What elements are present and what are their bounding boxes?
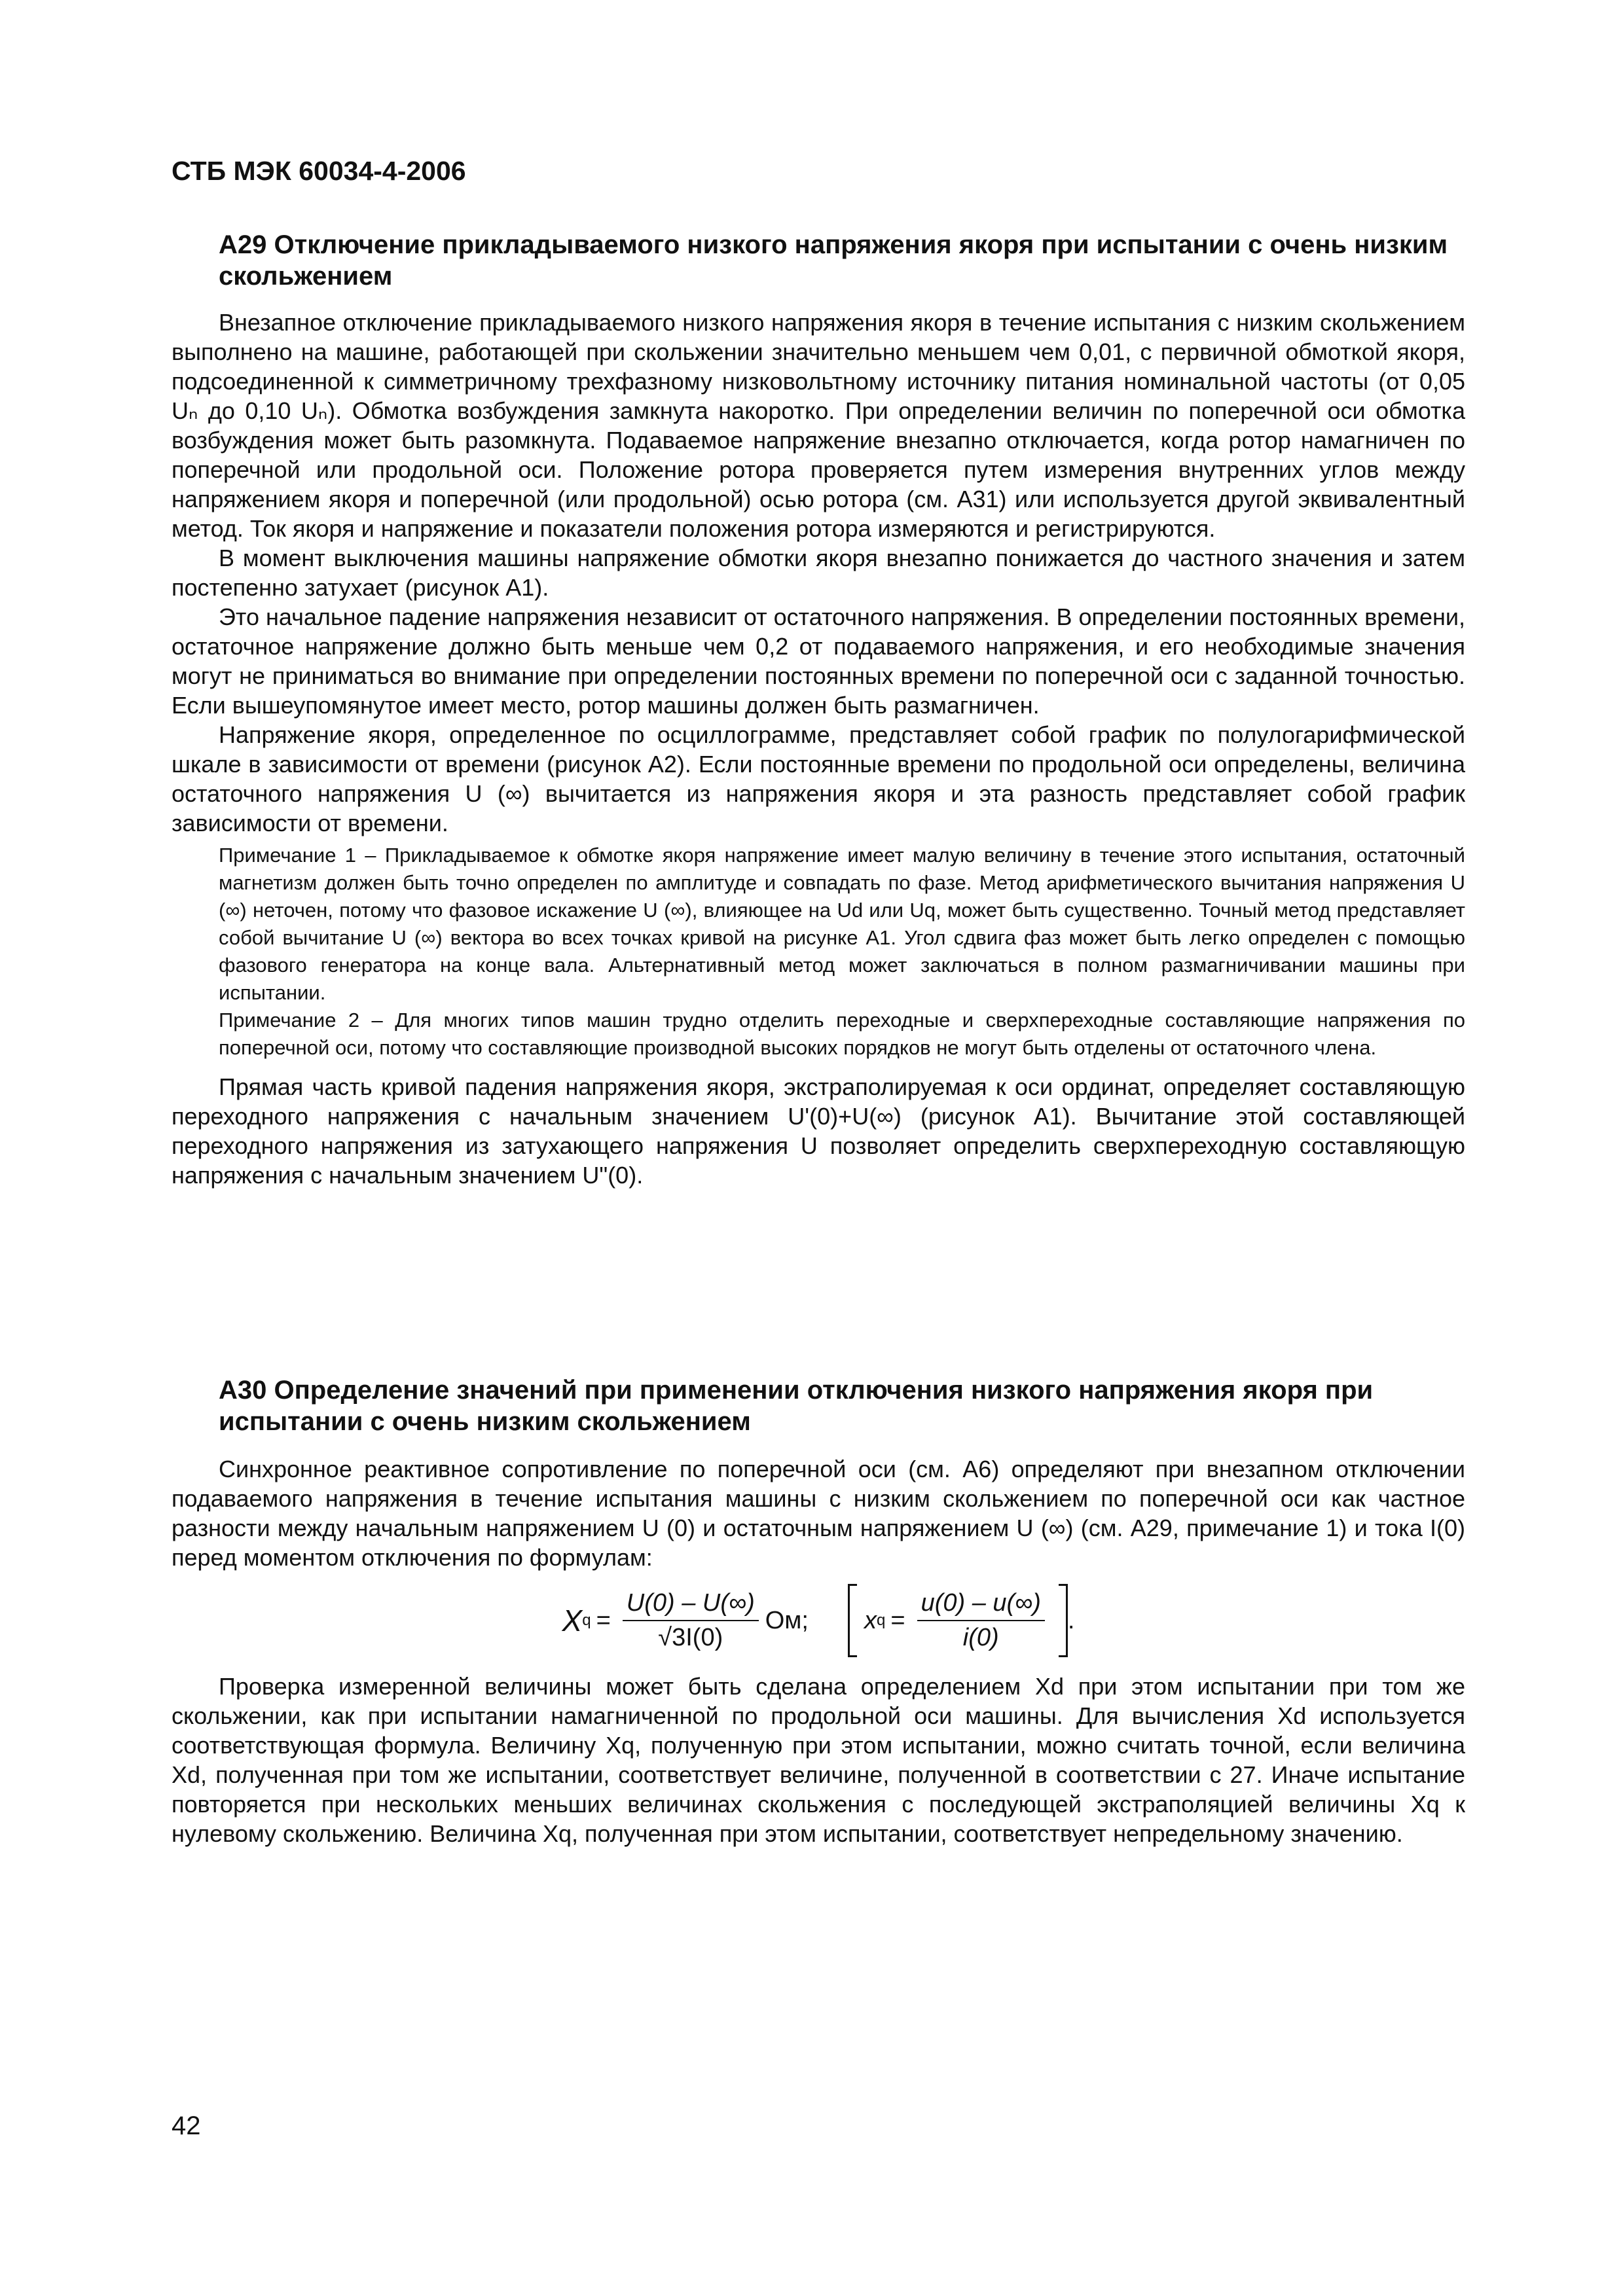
a30-paragraph-2: Проверка измеренной величины может быть сделана определением Xd при этом испытании при том же скольжении, как при испытании намагниченной по продольной оси машины. Для вычисления Xd используется соответствующая формула. Величину Xq, полученную при этом испытании, можно считать точной, если величина Xd, полученная при том же испытании, соответствует величине, полученной в соответствии с 27. Иначе испытание повторяется при нескольких меньших величинах скольжения с последующей экстраполяцией величины Xq к нулевому скольжению. Величина Xq, полученная при этом испытании, соответствует непредельному значению.: [172, 1673, 1465, 1847]
formula-lhs-2-sub: q: [877, 1611, 886, 1629]
formula-denominator: √3I(0): [658, 1624, 723, 1651]
formula-bracket: [848, 1584, 1068, 1657]
a29-paragraph-2: В момент выключения машины напряжение обмотки якоря внезапно понижается до частного значения и затем постепенно затухает (рисунок А1).: [172, 545, 1465, 601]
formula-lhs-2: x: [864, 1606, 877, 1634]
page-number: 42: [172, 2111, 201, 2140]
formula-end: .: [1067, 1606, 1075, 1634]
a29-paragraph-3: Это начальное падение напряжения независит от остаточного напряжения. В определении постоянных времени, остаточное напряжение должно быть меньше чем 0,2 от подаваемого напряжения, и его необходимые значения могут не приниматься во внимание при определении постоянных времени по поперечной оси с заданной точностью. Если вышеупомянутое имеет место, ротор машины должен быть размагничен.: [172, 603, 1465, 719]
formula-fraction: [623, 1589, 759, 1652]
formula-xq: [172, 1584, 1465, 1657]
formula-equals: =: [596, 1606, 611, 1634]
formula-relative: [848, 1584, 1074, 1657]
formula-numerator-2: u(0) – u(∞): [917, 1589, 1045, 1621]
formula-equals-2: =: [890, 1606, 905, 1634]
section-a29-title: А29 Отключение прикладываемого низкого напряжения якоря при испытании с очень низким скольжением: [219, 230, 1448, 291]
section-a29: [172, 229, 1465, 292]
formula-main: [562, 1589, 809, 1652]
a29-note-1: Примечание 1 – Прикладываемое к обмотке якоря напряжение имеет малую величину в течение этого испытания, остаточный магнетизм должен быть точно определен по амплитуде и совпадать по фазе. Метод арифметического вычитания напряжения U (∞) неточен, потому что фазовое искажение U (∞), влияющее на Ud или Uq, может быть существенно. Точный метод представляет собой вычитание U (∞) вектора во всех точках кривой на рисунке А1. Угол сдвига фаз может быть легко определен с помощью фазового генератора на конце вала. Альтернативный метод может заключаться в полном размагничивании машины при испытании.: [219, 844, 1465, 1004]
document-header: СТБ МЭК 60034-4-2006: [172, 156, 466, 186]
formula-unit: Ом;: [765, 1606, 809, 1634]
formula-numerator: U(0) – U(∞): [623, 1589, 759, 1621]
section-a30-title: А30 Определение значений при применении отключения низкого напряжения якоря при испытании с очень низким скольжением: [219, 1376, 1374, 1436]
formula-denominator-2: i(0): [962, 1624, 999, 1651]
a30-paragraph-1: Синхронное реактивное сопротивление по поперечной оси (см. А6) определяют при внезапном отключении подаваемого напряжения в течение испытания машины с низким скольжением по поперечной оси как частное разности между начальным напряжением U (0) и остаточным напряжением U (∞) (см. А29, примечание 1) и тока I(0) перед моментом отключения по формулам:: [172, 1456, 1465, 1571]
a29-paragraph-1: Внезапное отключение прикладываемого низкого напряжения якоря в течение испытания с низким скольжением выполнено на машине, работающей при скольжении значительно меньшем чем 0,01, с первичной обмоткой якоря, подсоединенной к симметричному трехфазному низковольтному источнику питания номинальной частоты (от 0,05 Uₙ до 0,10 Uₙ). Обмотка возбуждения замкнута накоротко. При определении величин по поперечной оси обмотка возбуждения может быть разомкнута. Подаваемое напряжение внезапно отключается, когда ротор намагничен по поперечной или продольной оси. Положение ротора проверяется путем измерения внутренних углов между напряжением якоря и поперечной (или продольной) осью ротора (см. А31) или используется другой эквивалентный метод. Ток якоря и напряжение и показатели положения ротора измеряются и регистрируются.: [172, 309, 1465, 542]
section-a30: [172, 1374, 1465, 1848]
formula-lhs: X: [562, 1604, 583, 1638]
formula-lhs-sub: q: [582, 1611, 591, 1629]
formula-fraction-2: [917, 1589, 1045, 1652]
section-a29-body: [172, 308, 1465, 1190]
a29-note-2: Примечание 2 – Для многих типов машин трудно отделить переходные и сверхпереходные составляющие напряжения по поперечной оси, потому что составляющие производной высоких порядков не могут быть отделены от остаточного члена.: [219, 1009, 1465, 1059]
a29-paragraph-5: Прямая часть кривой падения напряжения якоря, экстраполируемая к оси ординат, определяет составляющую переходного напряжения с начальным значением U'(0)+U(∞) (рисунок А1). Вычитание этой составляющей переходного напряжения из затухающего напряжения U позволяет определить сверхпереходную составляющую напряжения с начальным значением U"(0).: [172, 1073, 1465, 1189]
a29-paragraph-4: Напряжение якоря, определенное по осциллограмме, представляет собой график по полулогарифмической шкале в зависимости от времени (рисунок А2). Если постоянные времени по продольной оси определены, величина остаточного напряжения U (∞) вычитается из напряжения якоря и эта разность представляет собой график зависимости от времени.: [172, 721, 1465, 836]
